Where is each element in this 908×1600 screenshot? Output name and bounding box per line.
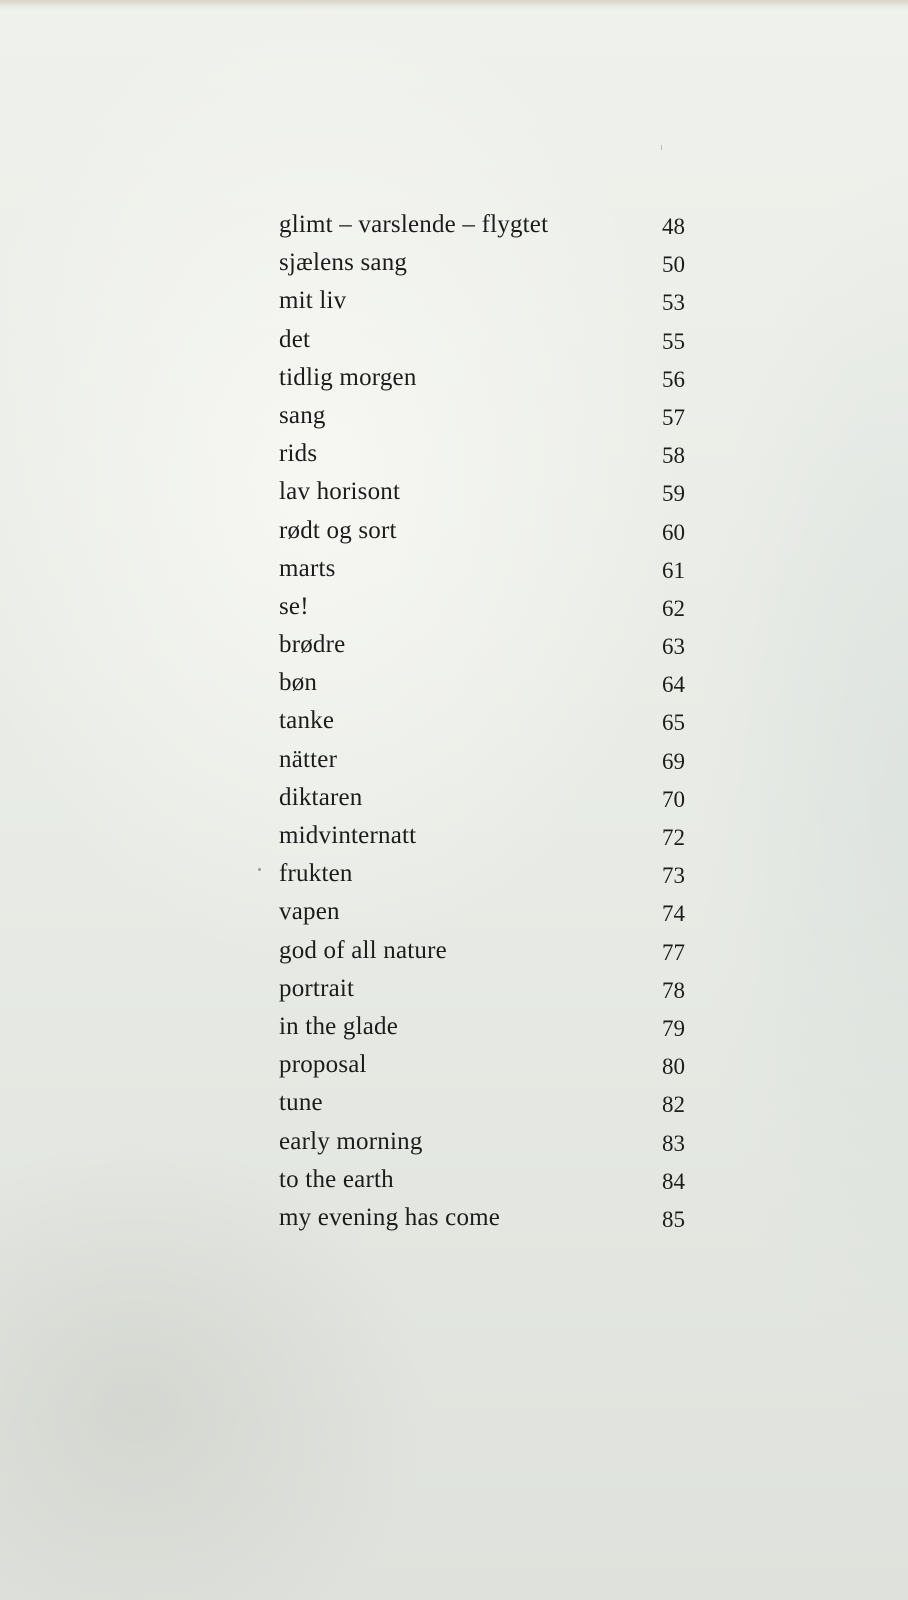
toc-entry [279,477,689,515]
toc-entry-title: to the earth [279,1165,394,1193]
toc-entry-page: 84 [662,1168,685,1194]
toc-entry [279,783,689,821]
toc-entry-page: 55 [662,328,685,354]
toc-entry [279,286,689,324]
toc-entry [279,668,689,706]
page-top-edge [0,0,908,10]
table-of-contents [279,210,689,1241]
toc-entry-page: 72 [662,825,685,850]
toc-entry-title: rids [279,440,318,468]
toc-entry-page: 83 [662,1130,685,1156]
toc-entry-page: 82 [662,1092,685,1118]
toc-entry [279,745,689,783]
toc-entry-title: tune [279,1089,323,1117]
paper-mark [661,145,662,150]
toc-entry-title: proposal [279,1051,367,1079]
toc-entry-title: se! [279,592,309,620]
toc-entry-title: in the glade [279,1012,399,1040]
toc-entry-page: 57 [662,404,685,430]
toc-entry [279,630,689,668]
toc-entry-page: 73 [662,863,685,889]
toc-entry-page: 78 [662,977,685,1003]
toc-entry-page: 74 [662,901,685,927]
toc-entry [279,1203,689,1241]
toc-entry-page: 53 [662,290,685,316]
toc-entry-page: 58 [662,443,685,469]
toc-entry [279,554,689,592]
toc-entry-page: 48 [662,214,685,239]
toc-entry [279,974,689,1012]
toc-entry [279,1088,689,1126]
toc-entry-page: 61 [662,557,685,583]
toc-entry-title: rødt og sort [279,516,397,544]
toc-entry [279,1165,689,1203]
toc-entry-title: diktaren [279,783,363,811]
toc-entry-page: 64 [662,672,685,698]
toc-entry-title: mit liv [279,287,347,315]
toc-entry [279,210,689,248]
toc-entry-page: 56 [662,366,685,392]
toc-entry [279,936,689,974]
toc-entry-title: portrait [279,974,355,1002]
toc-entry-page: 59 [662,481,685,507]
toc-entry-title: glimt – varslende – flygtet [279,211,549,238]
toc-entry-page: 62 [662,595,685,621]
toc-entry [279,897,689,935]
toc-entry-page: 65 [662,710,685,736]
toc-entry-title: sang [279,401,326,429]
toc-entry [279,516,689,554]
toc-entry [279,706,689,744]
toc-entry [279,248,689,286]
toc-entry [279,592,689,630]
toc-entry [279,401,689,439]
toc-entry-title: my evening has come [279,1203,501,1231]
toc-entry-title: brødre [279,631,346,659]
toc-entry [279,439,689,477]
toc-entry-title: frukten [279,860,353,888]
toc-entry-page: 50 [662,252,685,278]
toc-entry-title: marts [279,554,336,582]
toc-entry [279,1050,689,1088]
toc-entry-title: det [279,325,311,353]
toc-entry [279,1127,689,1165]
toc-entry-page: 79 [662,1015,685,1041]
paper-speck [258,868,261,871]
toc-entry-title: nätter [279,745,338,773]
toc-entry-title: midvinternatt [279,822,417,849]
toc-entry-title: tanke [279,707,335,735]
toc-entry-title: tidlig morgen [279,363,417,391]
toc-entry-page: 63 [662,634,685,660]
toc-entry-page: 70 [662,786,685,812]
toc-entry-page: 60 [662,519,685,545]
toc-entry [279,363,689,401]
toc-entry [279,1012,689,1050]
toc-entry-title: god of all nature [279,936,447,964]
toc-entry-page: 80 [662,1054,685,1080]
toc-entry-title: bøn [279,669,318,697]
toc-entry-title: early morning [279,1127,423,1155]
toc-entry [279,821,689,859]
toc-entry [279,859,689,897]
toc-entry-page: 85 [662,1206,685,1232]
toc-entry-title: vapen [279,898,340,926]
toc-entry-title: sjælens sang [279,249,408,277]
toc-entry [279,325,689,363]
toc-entry-page: 77 [662,939,685,965]
toc-entry-page: 69 [662,748,685,774]
toc-entry-title: lav horisont [279,478,401,506]
